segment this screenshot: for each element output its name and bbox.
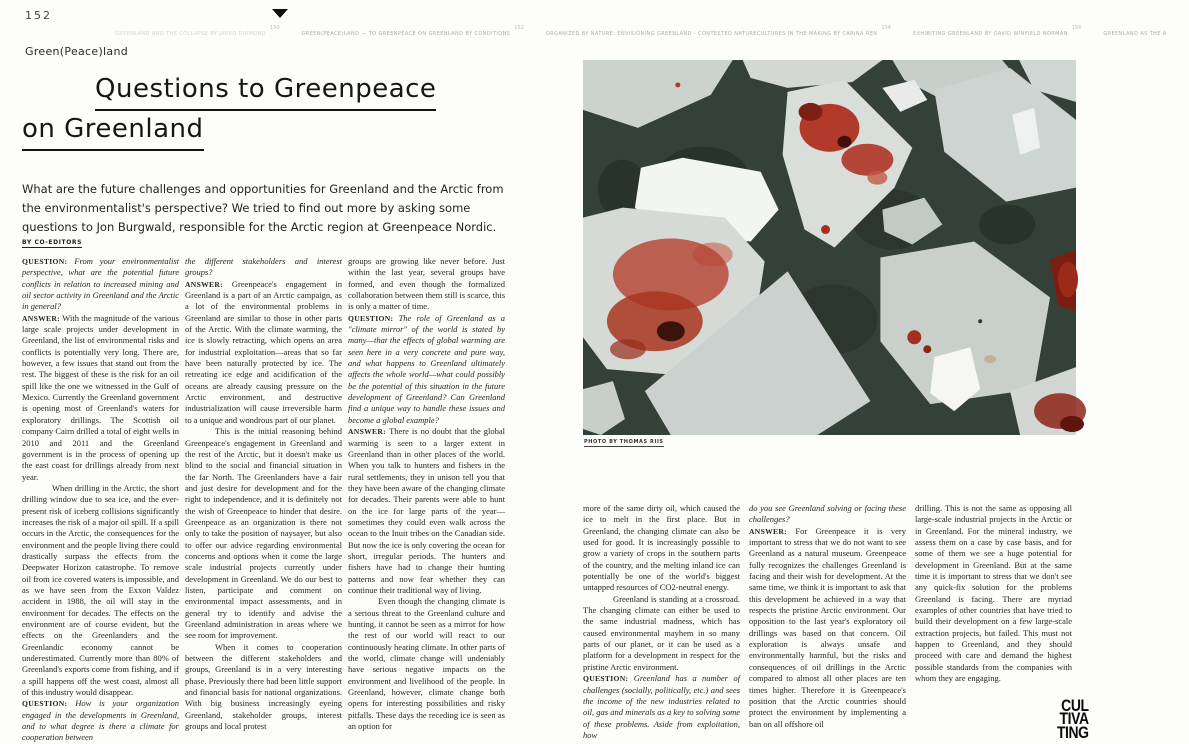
header-item: GREENLAND AS THE A	[1103, 31, 1167, 37]
header-item: ORGANIZED BY NATURE: ENVISIONING GREENLAND - CONTESTED NATURECULTURES IN THE MAKING BY CARINA REN$^{154}$	[545, 25, 891, 37]
qa-paragraph: QUESTION: Greenland has a number of challenges (socially, politically, etc.) and sees the income of the new industries related to oil, gas and minerals as a key to solving some of these problems. Aside from exploitation, how	[583, 673, 740, 740]
running-header	[115, 25, 1167, 39]
triangle-down-icon	[272, 9, 288, 18]
paragraph: Greenland is standing at a crossroad. The changing climate can either be used to the same industrial madness, which has caused environmental mayhem in so many parts of our planet, or it can be used as a platform for a development in respect for the pristine Arctic environment.	[583, 593, 740, 672]
kicker: Green(Peace)land	[25, 45, 129, 58]
qa-paragraph: ANSWER: Greenpeace's engagement in Greenland is a part of an Arctic campaign, as a lot of the environmental problems in Greenland are similar to those in other parts of the Arctic. With the climate warming, the ice is slowly retracting, which opens an area for industrial exploitation—areas that so far have been naturally protected by ice. The retreating ice edge and acidification of the oceans are already causing pressure on the Arctic environment, and destructive industrialization will cause irreversible harm to a unique and wondrous part of our planet.	[185, 278, 342, 425]
body-column-right-3	[915, 503, 1072, 685]
page-number: 152	[25, 9, 52, 22]
paragraph: When drilling in the Arctic, the short drilling window due to sea ice, and the ever-present risk of iceberg collisions significantly increases the risk of a major oil spill. If a spill occurs in the Arctic, the consequences for the environment and the people living there could drastically surpass the effects from the Deepwater Horizon catastrophe. To remove oil from ice covered waters is impossible, and as we have seen from the Exxon Valdez accident in 1988, the oil will stay in the environment for decades. The effects on the environment are of course evident, but the effects on the Greenlanders and the Greenlandic economy cannot be underestimated. Currently more than 80% of Greenland's exports come from fishing, and if a spill happens off the west coast, almost all of this industry would disappear.	[22, 482, 179, 698]
section-marker-line: TING	[1057, 722, 1089, 742]
body-column-left-2	[185, 256, 342, 732]
section-marker-cultivating	[1057, 695, 1089, 742]
byline: BY CO-EDITORS	[22, 239, 83, 246]
ice-chunks-photo-illustration	[583, 60, 1076, 435]
header-item: GREEN(PEACE)LAND — TO GREENPEACE ON GREENLAND BY CONDITIONS$^{152}$	[301, 25, 524, 37]
paragraph: This is the initial reasoning behind Greenpeace's engagement in Greenland and the rest of the Arctic, but it doesn't make us blind to the social and financial situation in the far North. The Greenlanders have a fair and just desire for development and for the right to independence, and it is definitely not the wish of Greenpeace to hinder that desire. Greenpeace as an organization is there not only to take the position of naysayer, but also to offer our advice regarding environmental concerns and options when it come the large scale industrial projects currently under development in Greenland. We do our best to listen, participate and comment on environmental impact assessments, and in general try to identify and advise the Greenland administration in areas where we see room for improvement.	[185, 426, 342, 641]
qa-paragraph: ANSWER: There is no doubt that the global warming is seen to a larger extent in Greenland than in other places of the world. When you talk to hunters and fishers in the rural settlements, they in unison tell you that they have been aware of the changing climate for decades. Their parents were able to hunt on the ice for large parts of the year—sometimes they could even walk across the ocean to the Inuit tribes on the Canadian side. But now the ice is only covering the ocean for short, irregular periods. The hunters and fishers have had to change their hunting patterns and now fear whether they can continue their traditional way of living.	[348, 426, 505, 595]
header-item: GREENLAND AND THE COLLAPSE BY JARED DIAMOND$^{150}$	[115, 25, 280, 37]
header-item: EXHIBITING GREENLAND BY DAVID WINFIELD NORMAN$^{156}$	[912, 25, 1082, 37]
paragraph: more of the same dirty oil, which caused the ice to melt in the first place. But in Greenland, the changing climate can also be used for good. It is increasingly possible to grow a variety of crops in the southern parts of the country, and the melting inland ice can potentially be one of the world's biggest untapped resources of CO2-neutral energy.	[583, 503, 740, 593]
body-column-right-1	[583, 503, 740, 741]
paragraph: When it comes to cooperation between the different stakeholders and groups, Greenland is in a very interesting phase. Previously there had been little support and financial basis for national organizations. With big business increasingly eyeing Greenland, stakeholder groups, interest groups and local protest	[185, 641, 342, 732]
qa-paragraph: QUESTION: The role of Greenland as a "climate mirror" of the world is stated by many—that the effects of global warming are seen here in a very concrete and pure way, and what happens to Greenland ultimately affects the whole world—what could possibly be the potential of this situation in the future development of Greenland? Can Greenland find a unique way to handle these issues and become a global example?	[348, 312, 505, 425]
photo-caption: PHOTO BY THOMAS RIIS	[584, 439, 664, 445]
qa-paragraph: QUESTION: From your environmentalist perspective, what are the potential future conflicts in relation to increased mining and oil sector activity in Greenland and the Arctic in general?	[22, 256, 179, 312]
body-column-right-2	[749, 503, 906, 730]
qa-paragraph: ANSWER: For Greenpeace it is very important to stress that we do not want to see Greenland as a natural museum. Greenpeace fully recognizes the challenges Greenland is facing and their wish for development. At the same time, we think it is important to ask that this development be achieved in a way that respects the pristine Arctic environment. Our opposition to the last year's exploratory oil drillings was based on that concern. Oil exploration is always unsafe and environmentally harmful, but the risks and consequences of oil drillings in the Arctic compared to almost all other places are ten times higher. Therefore it is Greenpeace's position that the Arctic countries should protect the environment by implementing a ban on all offshore oil	[749, 525, 906, 729]
paragraph: do you see Greenland solving or facing these challenges?	[749, 503, 906, 525]
page-title-line2: on Greenland	[22, 114, 204, 151]
intro-paragraph: What are the future challenges and opportunities for Greenland and the Arctic from the environmentalist's perspective? We tried to find out more by asking some questions to Jon Burgwald, responsible for the Arctic region at Greenpeace Nordic.	[22, 182, 504, 234]
body-column-left-3	[348, 256, 505, 732]
paragraph: drilling. This is not the same as opposing all large-scale industrial projects in the Arctic or in Greenland. For the mineral industry, we assess them on a case by case basis, and for some of them we see a huge potential for development in Greenland. But at the same time it is important to stress that we don't see any quick-fix solution for the problems Greenland is facing. There are myriad examples of other countries that have tried to build their development on a few large-scale extraction projects, but failed. This must not happen to Greenland, and they should proceed with care and demand the highest possible standards from the companies with whom they are engaging.	[915, 503, 1072, 684]
photo	[583, 60, 1076, 435]
qa-paragraph: ANSWER: With the magnitude of the various large scale projects under development in Greenland, the list of environmental risks and conflicts is potentially very long. There are, however, a few issues that stand out from the rest. The biggest of these is the risk for an oil spill like the one we witnessed in the Gulf of Mexico. Currently the Greenland government is opening most of Greenland's waters for exploratory drillings. The Scottish oil company Cairn drilled a total of eight wells in 2010 and 2011 and the Greenland government is in the process of opening up the east coast for drillings already from next year.	[22, 312, 179, 482]
page-title-line1: Questions to Greenpeace	[95, 74, 436, 111]
section-marker-line: CUL	[1061, 695, 1089, 715]
qa-paragraph: QUESTION: How is your organization engaged in the developments in Greenland, and to what degree is there a climate for cooperation between	[22, 698, 179, 743]
section-marker-line: TIVA	[1059, 709, 1089, 728]
paragraph: Even though the changing climate is a serious threat to the Greenland culture and hunting, it cannot be seen as a mirror for how the rest of our world will react to our continuously heating climate. In other parts of the world, climate change will undeniably have serious negative impacts on the environment and livelihood of the people. In Greenland, however, climate change both opens for interesting possibilities and risky pitfalls. These days the receding ice is seen as an option for	[348, 596, 505, 732]
paragraph: groups are growing like never before. Just within the last year, several groups have formed, and even though the formalized collaboration between them still is scarce, this is only a matter of time.	[348, 256, 505, 312]
body-column-left-1	[22, 256, 179, 744]
paragraph: the different stakeholders and interest groups?	[185, 256, 342, 278]
